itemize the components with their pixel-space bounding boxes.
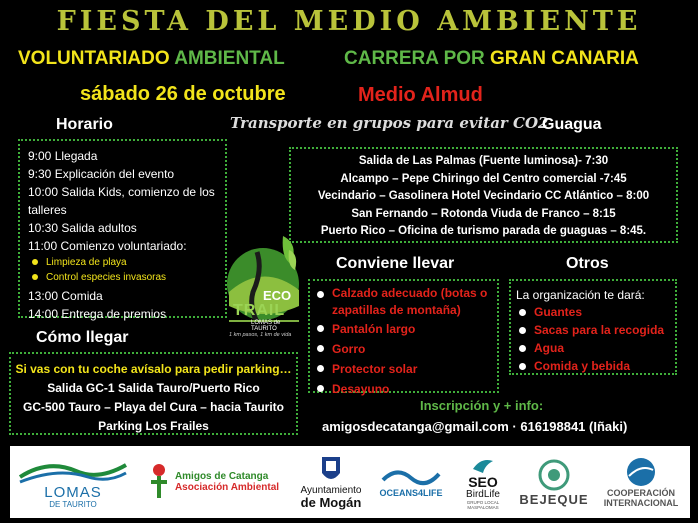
oceans4life-logo xyxy=(372,446,450,518)
coat-of-arms-icon xyxy=(320,455,342,485)
conviene-item: Pantalón largo xyxy=(314,319,493,339)
conviene-item: Calzado adecuado (botas o zapatillas de montaña) xyxy=(314,285,493,319)
globe-icon xyxy=(625,456,657,488)
voluntariado-label: VOLUNTARIADO xyxy=(18,48,170,69)
horario-item: 13:00 Comida xyxy=(28,289,103,303)
de-taurito-text: DE TAURITO xyxy=(49,499,97,509)
cooperacion-text: COOPERACIÓN xyxy=(606,488,675,498)
otros-item: Guantes xyxy=(516,303,670,321)
guagua-box xyxy=(289,147,678,243)
route-line: GC-500 Tauro – Playa del Cura – hacia Taurito xyxy=(23,400,284,414)
page-title: FIESTA DEL MEDIO AMBIENTE xyxy=(56,6,642,37)
event-location: Medio Almud xyxy=(358,84,483,106)
wave-icon xyxy=(381,466,441,488)
voluntariado-heading xyxy=(18,48,285,70)
horario-box xyxy=(18,139,227,321)
otros-box xyxy=(509,279,677,375)
transport-note: Transporte en grupos para evitar CO2 xyxy=(230,114,549,132)
flower-icon xyxy=(537,458,571,492)
horario-item: 10:30 Salida adultos xyxy=(28,221,137,235)
bus-stop: Vecindario – Gasolinera Hotel Vecindario CC Atlántico – 8:00 xyxy=(317,190,650,202)
ayuntamiento-text: Ayuntamiento xyxy=(300,484,362,496)
bejeque-text: BEJEQUE xyxy=(519,491,589,507)
bird-icon xyxy=(471,455,495,475)
conviene-heading: Conviene llevar xyxy=(336,255,455,272)
mogan-text: de Mogán xyxy=(300,494,362,510)
conviene-item: Desayuno xyxy=(314,379,493,399)
bus-stop: Alcampo – Pepe Chiringo del Centro comercial -7:45 xyxy=(340,172,627,185)
route-line: Salida GC-1 Salida Tauro/Puerto Rico xyxy=(47,381,260,395)
horario-heading: Horario xyxy=(56,116,113,133)
horario-item: 9:00 Llegada xyxy=(28,149,98,163)
trail-text: TRAIL xyxy=(233,302,286,319)
carrera-label: CARRERA POR xyxy=(344,48,485,69)
tree-figure-icon xyxy=(147,462,171,502)
bus-stop: Salida de Las Palmas (Fuente luminosa)- 7:30 xyxy=(358,155,609,167)
catanga-sub: Asociación Ambiental xyxy=(174,482,280,493)
conviene-box xyxy=(308,279,499,396)
eco-trail-logo xyxy=(223,232,305,342)
cooperacion-logo xyxy=(594,446,688,518)
amigos-catanga-logo xyxy=(138,446,288,518)
guagua-heading: Guagua xyxy=(542,116,602,133)
ayuntamiento-mogan-logo xyxy=(290,446,372,518)
sponsor-logos-strip xyxy=(10,446,690,518)
internacional-text: INTERNACIONAL xyxy=(603,498,679,508)
seo-group-text: GRUPO LOCAL MASPALOMAS xyxy=(466,499,500,510)
task-item: Limpieza de playa xyxy=(28,255,217,270)
inscripcion-label: Inscripción y + info: xyxy=(420,398,544,413)
horario-item: 9:30 Explicación del evento xyxy=(28,167,175,181)
otros-item: Sacas para la recogida xyxy=(516,321,670,339)
parking-warning: Si vas con tu coche avísalo para pedir parking… xyxy=(15,362,292,376)
route-line: Parking Los Frailes xyxy=(98,419,209,433)
birdlife-text: BirdLife xyxy=(466,488,500,500)
catanga-name: Amigos de Catanga xyxy=(174,471,269,482)
carrera-heading xyxy=(344,48,639,70)
voluntariado-tasks xyxy=(28,255,217,285)
oceans-text: OCEANS4LIFE xyxy=(379,488,443,498)
ambiental-label: AMBIENTAL xyxy=(174,48,285,69)
otros-intro: La organización te dará: xyxy=(516,288,645,302)
otros-item: Comida y bebida xyxy=(516,357,670,375)
lomas-taurito-logo xyxy=(14,446,132,518)
bus-stop: San Fernando – Rotonda Viuda de Franco – 8:15 xyxy=(351,207,616,220)
seo-birdlife-logo xyxy=(452,446,514,518)
como-llegar-box xyxy=(9,352,298,435)
event-date: sábado 26 de octubre xyxy=(80,83,286,105)
bejeque-logo xyxy=(516,446,592,518)
conviene-item: Gorro xyxy=(314,339,493,359)
mountain-wave-icon xyxy=(18,455,128,485)
task-item: Control especies invasoras xyxy=(28,270,217,285)
conviene-item: Protector solar xyxy=(314,359,493,379)
horario-item: 14:00 Entrega de premios xyxy=(28,307,167,321)
eco-text: ECO xyxy=(263,288,292,303)
horario-item: 11:00 Comienzo voluntariado: xyxy=(28,239,187,253)
horario-item: 10:00 Salida Kids, comienzo de los talleres xyxy=(28,185,215,217)
seo-text: SEO xyxy=(468,473,498,490)
lomas-text: LOMAS xyxy=(44,483,102,501)
lomas-text: LOMAS de TAURITO xyxy=(251,320,281,332)
bus-stop: Puerto Rico – Oficina de turismo parada de guaguas – 8:45. xyxy=(320,225,647,237)
contact-info[interactable]: amigosdecatanga@gmail.com · 616198841 (Iñaki) xyxy=(322,419,628,434)
eco-tagline: 1 km pasos, 1 km de vida xyxy=(229,332,292,338)
como-llegar-heading: Cómo llegar xyxy=(36,329,129,346)
otros-item: Agua xyxy=(516,339,670,357)
gran-canaria-label: GRAN CANARIA xyxy=(490,48,639,69)
otros-heading: Otros xyxy=(566,255,609,272)
